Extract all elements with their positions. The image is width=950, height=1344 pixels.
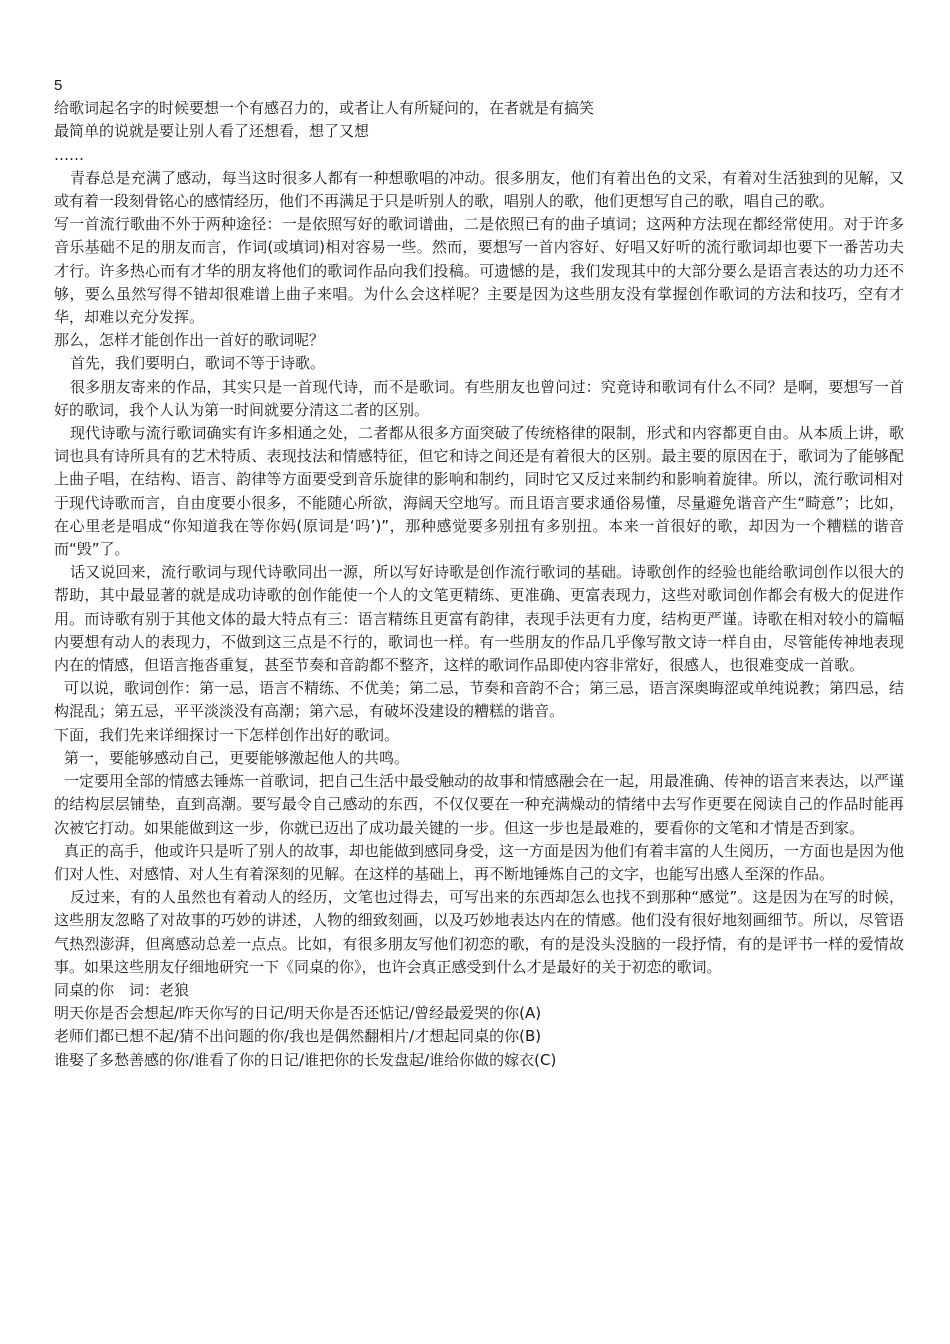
document-page: [54, 74, 904, 1072]
paragraph: 下面，我们先来详细探讨一下怎样创作出好的歌词。: [54, 725, 400, 744]
paragraph: 一定要用全部的情感去锤炼一首歌词，把自己生活中最受触动的故事和情感融会在一起，用最准确、传神的语言来表达，以严谨的结构层层铺垫，直到高潮。要写最令自己感动的东西，不仅仅要在一种充满燥动的情绪中去写作更要在阅读自己的作品时能再次被它打动。如果能做到这一步，你就已迈出了成功最关键的一步。但这一步也是最难的，要看你的文笔和才情是否到家。: [54, 772, 905, 837]
ellipsis-line: ……: [54, 145, 84, 164]
paragraph: 很多朋友寄来的作品，其实只是一首现代诗，而不是歌词。有些朋友也曾问过：究竟诗和歌词有什么不同？是啊，要想写一首好的歌词，我个人认为第一时间就要分清这二者的区别。: [54, 377, 904, 419]
page-number: 5: [54, 77, 63, 94]
paragraph: 真正的高手，他或许只是听了别人的故事，却也能做到感同身受，这一方面是因为他们有着丰富的人生阅历，一方面也是因为他们对人性、对感情、对人生有着深刻的见解。在这样的基础上，再不断地锤炼自己的文字，也能写出感人至深的作品。: [54, 841, 905, 883]
paragraph: 首先，我们要明白，歌词不等于诗歌。: [70, 354, 326, 373]
paragraph: 最简单的说就是要让别人看了还想看，想了又想: [54, 122, 370, 141]
lyric-line: 明天你是否会想起/昨天你写的日记/明天你是否还惦记/曾经最爱哭的你(A): [54, 1004, 542, 1023]
paragraph: 那么，怎样才能创作出一首好的歌词呢？: [54, 331, 325, 350]
paragraph: 第一，要能够感动自己，更要能够激起他人的共鸣。: [64, 748, 410, 767]
song-title: 同桌的你 词：老狼: [54, 980, 190, 999]
paragraph: 可以说，歌词创作：第一忌，语言不精练、不优美；第二忌，节奏和音韵不合；第三忌，语言深奥晦涩或单纯说教；第四忌，结构混乱；第五忌，平平淡淡没有高潮；第六忌，有破坏没建设的糟糕的谐音。: [54, 679, 905, 721]
lyric-line: 谁娶了多愁善感的你/谁看了你的日记/谁把你的长发盘起/谁给你做的嫁衣(C): [54, 1050, 557, 1069]
lyric-line: 老师们都已想不起/猜不出问题的你/我也是偶然翻相片/才想起同桌的你(B): [54, 1027, 542, 1046]
paragraph: 现代诗歌与流行歌词确实有许多相通之处，二者都从很多方面突破了传统格律的限制，形式和内容都更自由。从本质上讲，歌词也具有诗所具有的艺术特质、表现技法和情感特征，但它和诗之间还是有着很大的区别。最主要的原因在于，歌词为了能够配上曲子唱，在结构、语言、韵律等方面要受到音乐旋律的影响和制约，同时它又反过来制约和影响着旋律。所以，流行歌词相对于现代诗歌而言，自由度要小很多，不能随心所欲，海阔天空地写。而且语言要求通俗易懂，尽量避免谐音产生“畸意”；比如，在心里老是唱成“你知道我在等你妈(原词是‘吗’)”，那种感觉要多别扭有多别扭。本来一首很好的歌，却因为一个糟糕的谐音而“毁”了。: [54, 424, 904, 559]
paragraph: 青春总是充满了感动，每当这时很多人都有一种想歌唱的冲动。很多朋友，他们有着出色的文采，有着对生活独到的见解，又或有着一段刻骨铭心的感情经历，他们不再满足于只是听别人的歌，唱别人的歌，他们更想写自己的歌，唱自己的歌。: [54, 168, 904, 211]
paragraph: 话又说回来，流行歌词与现代诗歌同出一源，所以写好诗歌是创作流行歌词的基础。诗歌创作的经验也能给歌词创作以很大的帮助，其中最显著的就是成功诗歌的创作能使一个人的文笔更精练、更准确、更富表现力，这些对歌词创作都会有极大的促进作用。而诗歌有别于其他文体的最大特点有三：语言精练且更富有韵律，表现手法更有力度，结构更严谨。诗歌在相对较小的篇幅内要想有动人的表现力，不做到这三点是不行的，歌词也一样。有一些朋友的作品几乎像写散文诗一样自由，尽管能传神地表现内在的情感，但语言拖沓重复，甚至节奏和音韵都不整齐，这样的歌词作品即使内容非常好，很感人，也很难变成一首歌。: [54, 563, 904, 675]
paragraph: 给歌词起名字的时候要想一个有感召力的，或者让人有所疑问的，在者就是有搞笑: [54, 99, 595, 118]
paragraph: 写一首流行歌曲不外于两种途径：一是依照写好的歌词谱曲，二是依照已有的曲子填词；这两种方法现在都经常使用。对于许多音乐基础不足的朋友而言，作词(或填词)相对容易一些。然而，要想写一首内容好、好唱又好听的流行歌词却也要下一番苦功夫才行。许多热心而有才华的朋友将他们的歌词作品向我们投稿。可遗憾的是，我们发现其中的大部分要么是语言表达的功力还不够，要么虽然写得不错却很难谱上曲子来唱。为什么会这样呢？主要是因为这些朋友没有掌握创作歌词的方法和技巧，空有才华，却难以充分发挥。: [54, 215, 904, 327]
paragraph: 反过来，有的人虽然也有着动人的经历，文笔也过得去，可写出来的东西却怎么也找不到那种“感觉”。这是因为在写的时候，这些朋友忽略了对故事的巧妙的讲述，人物的细致刻画，以及巧妙地表达内在的情感。他们没有很好地刻画细节。所以，尽管语气热烈澎湃，但离感动总差一点点。比如，有很多朋友写他们初恋的歌，有的是没头没脑的一段抒情，有的是评书一样的爱情故事。如果这些朋友仔细地研究一下《同桌的你》，也许会真正感受到什么才是最好的关于初恋的歌词。: [54, 888, 904, 976]
